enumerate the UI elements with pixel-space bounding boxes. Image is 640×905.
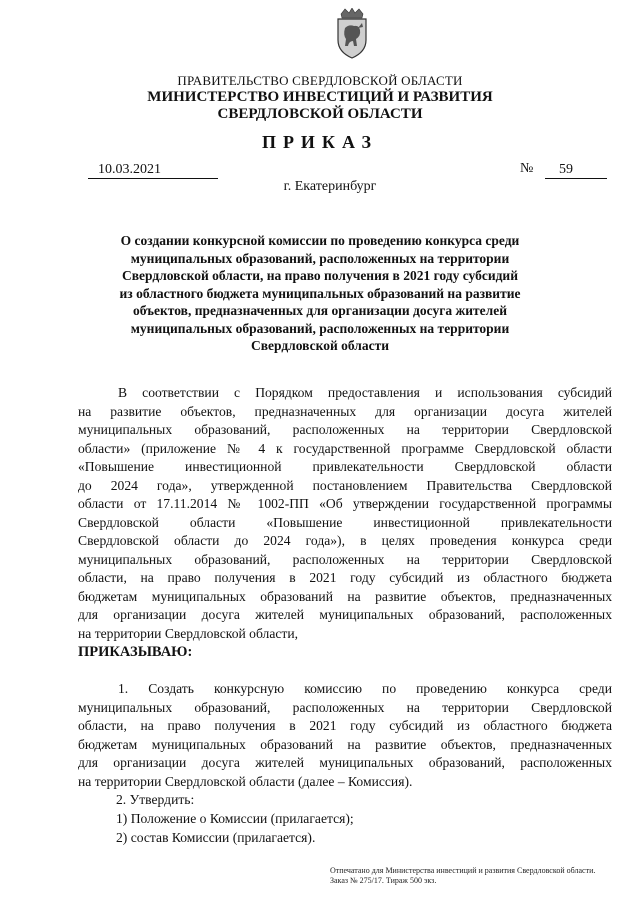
footer-line: Заказ № 275/17. Тираж 500 экз. — [330, 876, 437, 885]
order-subject — [60, 232, 580, 355]
paragraph-line: муниципальных образований, расположенных на территории Свердловской — [78, 699, 612, 715]
ministry-title-line2: СВЕРДЛОВСКОЙ ОБЛАСТИ — [217, 106, 423, 122]
paragraph-line: области, на право получения в 2021 году субсидий из областного бюджета — [78, 570, 612, 585]
ministry-title-line1: МИНИСТЕРСТВО ИНВЕСТИЦИЙ И РАЗВИТИЯ — [147, 89, 493, 105]
subject-line: муниципальных образований, расположенных на территории — [130, 320, 510, 336]
document-type: ПРИКАЗ — [261, 132, 379, 152]
print-footer — [330, 866, 595, 886]
item-2-2: 2) состав Комиссии (прилагается). — [116, 830, 316, 845]
decree-heading: ПРИКАЗЫВАЮ: — [78, 644, 193, 660]
paragraph-line: на развитие объектов, предназначенных для организации досуга жителей — [78, 403, 612, 419]
footer-line: Отпечатано для Министерства инвестиций и развития Свердловской области. — [330, 866, 596, 875]
order-city: г. Екатеринбург — [283, 179, 377, 194]
paragraph-line: бюджетам муниципальных образований на развитие объектов, предназначенных — [78, 736, 612, 752]
paragraph-line: для организации досуга жителей муниципальных образований, расположенных — [78, 755, 612, 770]
paragraph-line: Свердловской области до 2024 года»), в целях проведения конкурса среди — [78, 533, 612, 548]
subject-line: О создании конкурсной комиссии по проведению конкурса среди — [120, 233, 520, 248]
paragraph-line: на территории Свердловской области, — [78, 625, 299, 641]
paragraph-line: муниципальных образований, расположенных на территории Свердловской — [78, 551, 612, 567]
paragraph-line: области, на право получения в 2021 году субсидий из областного бюджета — [78, 718, 612, 733]
subject-line: Свердловской области — [250, 338, 390, 353]
item-2-1: 1) Положение о Комиссии (прилагается); — [116, 811, 354, 826]
paragraph-line: «Повышение инвестиционной привлекательности Свердловской области — [78, 459, 612, 474]
order-date: 10.03.2021 — [88, 162, 218, 179]
item-2-heading: 2. Утвердить: — [116, 792, 195, 807]
order-number-label: № — [520, 161, 534, 176]
paragraph-line: муниципальных образований, расположенных на территории Свердловской — [78, 422, 612, 437]
subject-line: из областного бюджета муниципальных образований на развитие — [119, 285, 521, 301]
order-number: 59 — [545, 162, 607, 179]
government-title: ПРАВИТЕЛЬСТВО СВЕРДЛОВСКОЙ ОБЛАСТИ — [177, 73, 463, 88]
subject-line: муниципальных образований, расположенных на территории — [130, 250, 510, 266]
paragraph-line: для организации досуга жителей муниципальных образований, расположенных — [78, 607, 612, 622]
coat-of-arms-icon — [331, 8, 373, 60]
paragraph-line: Свердловской области «Повышение инвестиционной привлекательности — [78, 514, 612, 530]
paragraph-line: до 2024 года», утвержденной постановлением Правительства Свердловской — [78, 477, 612, 493]
paragraph-line: на территории Свердловской области (далее – Комиссия). — [78, 773, 413, 789]
paragraph-line: В соответствии с Порядком предоставления и использования субсидий — [118, 385, 612, 400]
paragraph-line: области» (приложение № 4 к государственной программе Свердловской области — [78, 440, 612, 456]
paragraph-line: 1. Создать конкурсную комиссию по проведению конкурса среди — [118, 681, 612, 696]
preamble-paragraph — [78, 384, 612, 643]
paragraph-line: бюджетам муниципальных образований на развитие объектов, предназначенных — [78, 588, 612, 604]
item-1-paragraph — [78, 680, 612, 791]
subject-line: Свердловской области, на право получения в 2021 году субсидий — [122, 268, 518, 283]
subject-line: объектов, предназначенных для организации досуга жителей — [132, 303, 507, 318]
paragraph-line: области от 17.11.2014 № 1002-ПП «Об утверждении государственной программы — [78, 496, 612, 511]
